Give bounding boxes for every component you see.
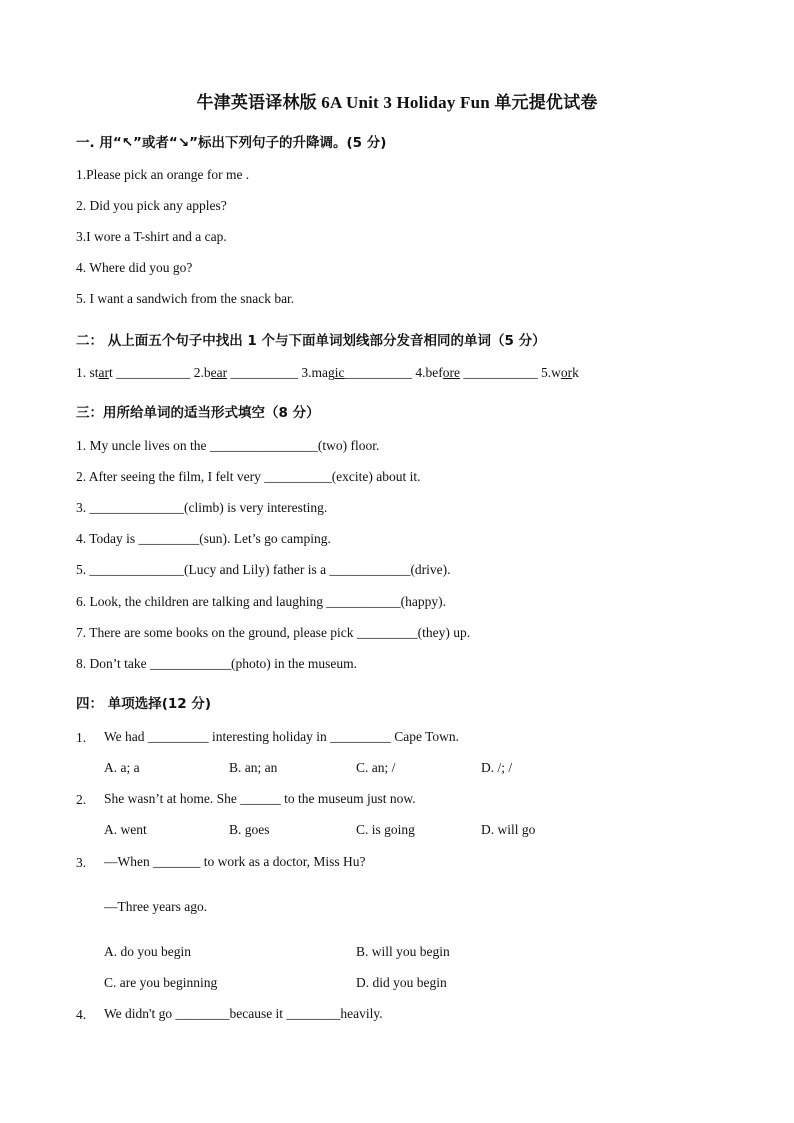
word-item: 2.bear __________ [193, 365, 302, 380]
section3-item: 4. Today is _________(sun). Let’s go camping. [76, 531, 331, 546]
section3-item: 1. My uncle lives on the ________________(two) floor. [76, 438, 380, 453]
question-text: —When _______ to work as a doctor, Miss Hu? [104, 854, 366, 869]
section1-item: 2. Did you pick any apples? [76, 198, 227, 213]
question-text: We didn't go ________because it ________heavily. [104, 1006, 383, 1021]
section1-item: 3.I wore a T-shirt and a cap. [76, 229, 227, 244]
section1-item: 4. Where did you go? [76, 260, 193, 275]
question-number: 3. [76, 855, 87, 870]
section1-item: 5. I want a sandwich from the snack bar. [76, 291, 295, 306]
answer-text: —Three years ago. [104, 899, 208, 914]
option-a: A. went [104, 822, 147, 837]
option-c: C. are you beginning [104, 975, 218, 990]
option-a: A. do you begin [104, 944, 191, 959]
question-number: 2. [76, 792, 87, 807]
word-item: 3.magic__________ [301, 365, 416, 380]
question-text: She wasn’t at home. She ______ to the museum just now. [104, 791, 416, 806]
question-number: 4. [76, 1007, 87, 1022]
option-b: B. goes [229, 822, 270, 837]
word-item: 4.before ___________ [415, 365, 542, 380]
word-item: 1. start ___________ [76, 365, 194, 380]
question-number: 1. [76, 730, 87, 745]
section3-item: 5. ______________(Lucy and Lily) father is a ____________(drive). [76, 562, 451, 577]
option-b: B. will you begin [356, 944, 450, 959]
section2-heading: 二： 从上面五个句子中找出 1 个与下面单词划线部分发音相同的单词（5 分） [76, 333, 546, 349]
section1-heading: 一. 用“↖”或者“↘”标出下列句子的升降调。(5 分) [76, 135, 387, 151]
section1-item: 1.Please pick an orange for me . [76, 167, 250, 182]
section3-item: 2. After seeing the film, I felt very __________(excite) about it. [76, 469, 421, 484]
section3-item: 8. Don’t take ____________(photo) in the museum. [76, 656, 357, 671]
option-c: C. an; / [356, 760, 396, 775]
section3-item: 3. ______________(climb) is very interesting. [76, 500, 328, 515]
page-title: 牛津英语译林版 6A Unit 3 Holiday Fun 单元提优试卷 [196, 93, 598, 112]
option-d: D. /; / [481, 760, 513, 775]
section2-word-row [76, 365, 579, 381]
question-text: We had _________ interesting holiday in _________ Cape Town. [104, 729, 460, 744]
option-d: D. did you begin [356, 975, 447, 990]
section3-heading: 三：用所给单词的适当形式填空（8 分） [76, 405, 320, 421]
option-c: C. is going [356, 822, 415, 837]
option-b: B. an; an [229, 760, 278, 775]
option-a: A. a; a [104, 760, 140, 775]
option-d: D. will go [481, 822, 536, 837]
section4-heading: 四： 单项选择(12 分) [76, 696, 212, 712]
section3-item: 6. Look, the children are talking and laughing ___________(happy). [76, 594, 447, 609]
section3-item: 7. There are some books on the ground, please pick _________(they) up. [76, 625, 471, 640]
word-item: 5.work [541, 365, 579, 380]
